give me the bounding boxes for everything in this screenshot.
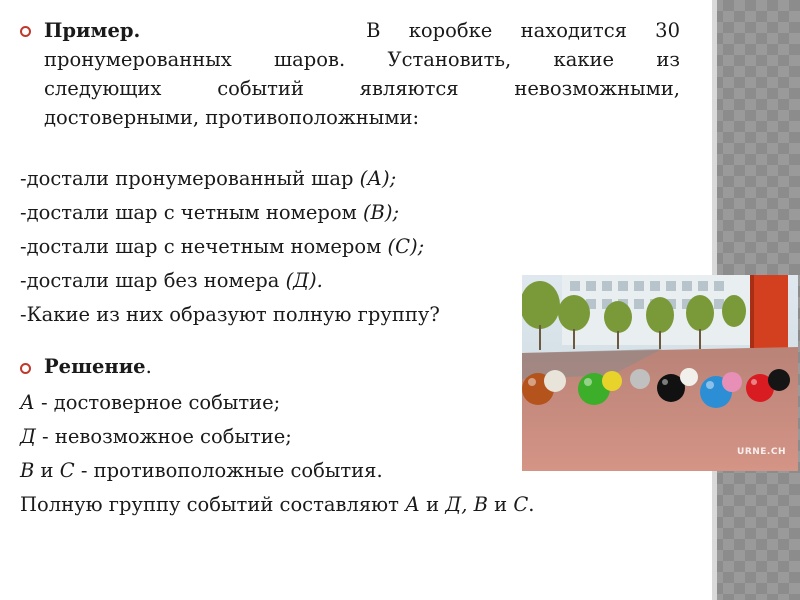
example-label: Пример. — [44, 19, 141, 42]
ball — [768, 369, 790, 391]
intro-line-2: пронумерованных шаров. Установить, какие из — [44, 48, 680, 71]
intro-line-4: достоверными, противоположными: — [44, 106, 420, 129]
balls-photo-svg — [522, 275, 798, 471]
ball — [630, 369, 650, 389]
solution-label: Решение — [44, 355, 146, 378]
answer-symbol: В — [20, 459, 35, 482]
solution-dot: . — [145, 355, 152, 378]
event-item — [20, 162, 680, 196]
event-text: -достали шар без номера — [20, 269, 286, 292]
event-text: -достали шар с нечетным номером — [20, 235, 388, 258]
event-text: -достали шар с четным номером — [20, 201, 363, 224]
intro-line-1 — [44, 16, 680, 45]
answer-text: - противоположные события. — [74, 459, 383, 482]
event-item — [20, 196, 680, 230]
event-item — [20, 230, 680, 264]
full-group-symbol: Д, — [445, 493, 468, 516]
full-group-symbol: А — [405, 493, 420, 516]
event-tag: (В); — [362, 201, 400, 224]
answer-conj: и — [34, 459, 60, 482]
full-group-end: . — [528, 493, 535, 516]
event-tag: (А); — [359, 167, 397, 190]
ball — [722, 372, 742, 392]
answer-symbol: Д — [20, 425, 36, 448]
bullet-circle-icon — [20, 363, 31, 374]
balls-photo — [522, 275, 798, 471]
example-paragraph — [20, 16, 680, 132]
answer-text: - достоверное событие; — [34, 391, 281, 414]
full-group-prefix: Полную группу событий составляют — [20, 493, 406, 516]
full-group-conj: и — [487, 493, 514, 516]
event-tag: (Д). — [285, 269, 323, 292]
intro-line-3: следующих событий являются невозможными, — [44, 77, 680, 100]
photo-watermark: URNE.CH — [737, 447, 786, 457]
full-group-conj: и — [419, 493, 446, 516]
ball — [680, 368, 698, 386]
ball — [602, 371, 622, 391]
ball — [544, 370, 566, 392]
event-tag: (С); — [387, 235, 425, 258]
intro-line-1-text: В коробке находится 30 — [366, 19, 680, 42]
event-text: -достали пронумерованный шар — [20, 167, 360, 190]
answer-text: - невозможное событие; — [35, 425, 292, 448]
answer-symbol: А — [20, 391, 35, 414]
answer-symbol: С — [59, 459, 75, 482]
bullet-circle-icon — [20, 26, 31, 37]
full-group-symbol: С — [513, 493, 529, 516]
full-group-symbol: В — [473, 493, 488, 516]
full-group-line — [20, 488, 680, 522]
event-text: -Какие из них образуют полную группу? — [20, 303, 440, 326]
